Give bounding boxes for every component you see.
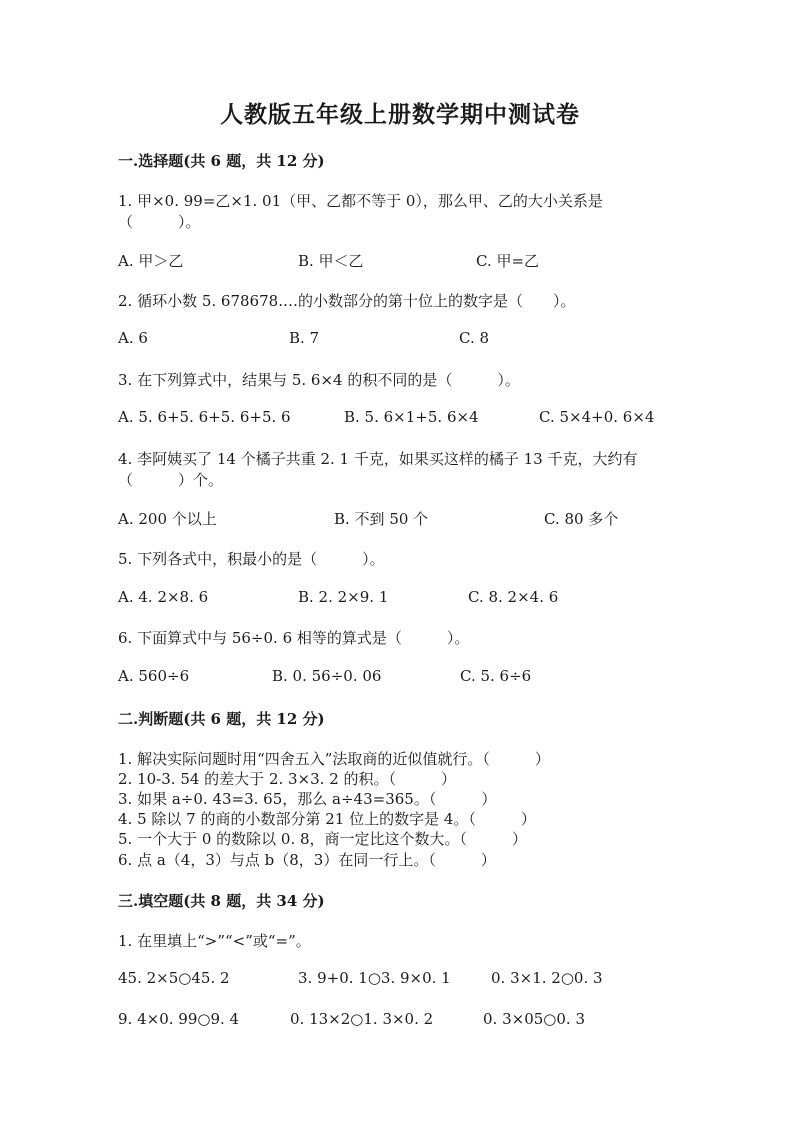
compare-item-2: 3. 9+0. 1○3. 9×0. 1 bbox=[298, 969, 451, 987]
q6-text: 6. 下面算式中与 56÷0. 6 相等的算式是（ ）。 bbox=[118, 629, 470, 647]
q2-text: 2. 循环小数 5. 678678.…的小数部分的第十位上的数字是（ ）。 bbox=[118, 292, 576, 310]
q1-text-cont: （ ）。 bbox=[118, 213, 201, 231]
q6-option-c: C. 5. 6÷6 bbox=[460, 667, 532, 685]
q6-option-b: B. 0. 56÷0. 06 bbox=[272, 667, 382, 685]
compare-item-3: 0. 3×1. 2○0. 3 bbox=[491, 969, 603, 987]
compare-item-1: 45. 2×5○45. 2 bbox=[118, 969, 230, 987]
judge-item-2: 2. 10-3. 54 的差大于 2. 3×3. 2 的积。（ ） bbox=[118, 770, 457, 788]
q3-option-a: A. 5. 6+5. 6+5. 6+5. 6 bbox=[118, 408, 291, 426]
page-title: 人教版五年级上册数学期中测试卷 bbox=[220, 101, 580, 128]
q3-option-c: C. 5×4+0. 6×4 bbox=[539, 408, 655, 426]
q4-option-a: A. 200 个以上 bbox=[118, 510, 217, 528]
section1-heading: 一.选择题(共 6 题，共 12 分) bbox=[118, 152, 325, 170]
q5-option-c: C. 8. 2×4. 6 bbox=[468, 588, 559, 606]
q5-option-a: A. 4. 2×8. 6 bbox=[118, 588, 209, 606]
compare-item-5: 0. 13×2○1. 3×0. 2 bbox=[290, 1010, 434, 1028]
judge-item-4: 4. 5 除以 7 的商的小数部分第 21 位上的数字是 4。（ ） bbox=[118, 810, 536, 828]
judge-item-3: 3. 如果 a÷0. 43=3. 65，那么 a÷43=365。（ ） bbox=[118, 790, 497, 808]
section2-heading: 二.判断题(共 6 题，共 12 分) bbox=[118, 710, 325, 728]
q4-text-cont: （ ）个。 bbox=[118, 471, 224, 489]
fill-q1-text: 1. 在里填上“>”“<”或“=”。 bbox=[118, 932, 311, 950]
q2-option-b: B. 7 bbox=[289, 329, 320, 347]
q1-option-c: C. 甲=乙 bbox=[476, 252, 540, 270]
q2-option-a: A. 6 bbox=[118, 329, 148, 347]
q4-text: 4. 李阿姨买了 14 个橘子共重 2. 1 千克，如果买这样的橘子 13 千克，大约有 bbox=[118, 450, 638, 468]
q2-option-c: C. 8 bbox=[459, 329, 490, 347]
q5-option-b: B. 2. 2×9. 1 bbox=[298, 588, 389, 606]
q1-text: 1. 甲×0. 99=乙×1. 01（甲、乙都不等于 0），那么甲、乙的大小关系是 bbox=[118, 192, 603, 210]
section3-heading: 三.填空题(共 8 题，共 34 分) bbox=[118, 892, 325, 910]
q4-option-b: B. 不到 50 个 bbox=[334, 510, 429, 528]
q3-option-b: B. 5. 6×1+5. 6×4 bbox=[344, 408, 479, 426]
judge-item-6: 6. 点 a（4，3）与点 b（8，3）在同一行上。（ ） bbox=[118, 851, 496, 869]
q4-option-c: C. 80 多个 bbox=[544, 510, 619, 528]
compare-item-4: 9. 4×0. 99○9. 4 bbox=[118, 1010, 240, 1028]
q1-option-b: B. 甲＜乙 bbox=[298, 252, 364, 270]
q5-text: 5. 下列各式中，积最小的是（ ）。 bbox=[118, 550, 385, 568]
q6-option-a: A. 560÷6 bbox=[118, 667, 190, 685]
judge-item-5: 5. 一个大于 0 的数除以 0. 8，商一定比这个数大。（ ） bbox=[118, 830, 528, 848]
q1-option-a: A. 甲＞乙 bbox=[118, 252, 184, 270]
q3-text: 3. 在下列算式中，结果与 5. 6×4 的积不同的是（ ）。 bbox=[118, 371, 520, 389]
compare-item-6: 0. 3×05○0. 3 bbox=[483, 1010, 585, 1028]
judge-item-1: 1. 解决实际问题时用“四舍五入”法取商的近似值就行。（ ） bbox=[118, 750, 550, 768]
